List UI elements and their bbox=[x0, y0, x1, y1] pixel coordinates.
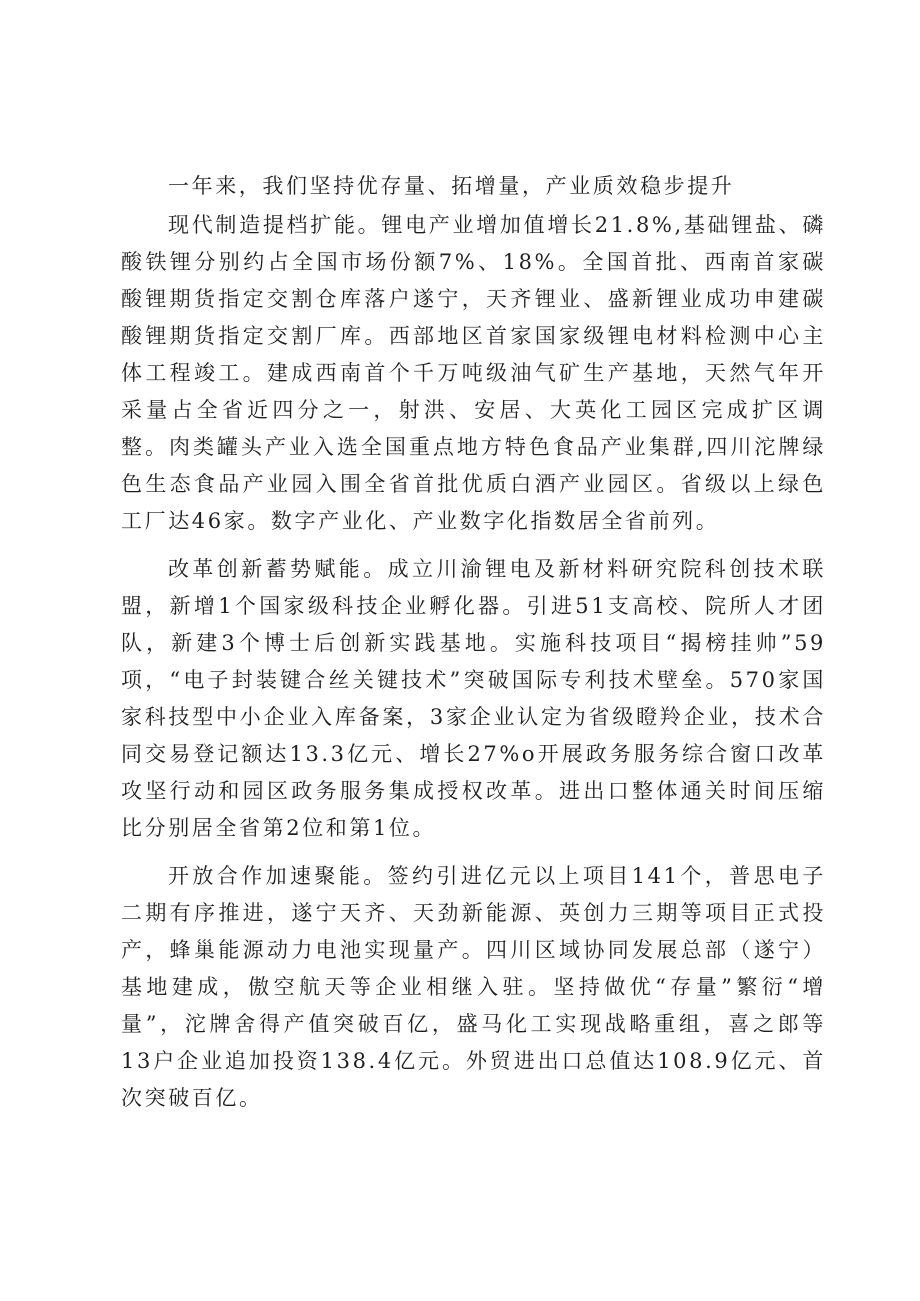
section-heading: 一年来，我们坚持优存量、拓增量，产业质效稳步提升 bbox=[168, 174, 735, 198]
document-body bbox=[121, 168, 826, 1117]
paragraph-reform-innovation: 改革创新蓄势赋能。成立川渝锂电及新材料研究院科创技术联盟，新增1个国家级科技企业孵化器。引进51支高校、院所人才团队，新建3个博士后创新实践基地。实施科技项目“揭榜挂帅”59项，“电子封装键合丝关键技术”突破国际专利技术壁垒。570家国家科技型中小企业入库备案，3家企业认定为省级瞪羚企业，技术合同交易登记额达13.3亿元、增长27%o开展政务服务综合窗口改革攻坚行动和园区政务服务集成授权改革。进出口整体通关时间压缩比分别居全省第2位和第1位。 bbox=[121, 557, 826, 840]
paragraph-modern-manufacturing: 现代制造提档扩能。锂电产业增加值增长21.8%,基础锂盐、磷酸铁锂分别约占全国市场份额7%、18%。全国首批、西南首家碳酸锂期货指定交割仓库落户遂宁，天齐锂业、盛新锂业成功申建碳酸锂期货指定交割厂库。西部地区首家国家级锂电材料检测中心主体工程竣工。建成西南首个千万吨级油气矿生产基地，天然气年开采量占全省近四分之一，射洪、安居、大英化工园区完成扩区调整。肉类罐头产业入选全国重点地方特色食品产业集群,四川沱牌绿色生态食品产业园入围全省首批优质白酒产业园区。省级以上绿色工厂达46家。数字产业化、产业数字化指数居全省前列。 bbox=[121, 213, 826, 533]
paragraph-open-cooperation: 开放合作加速聚能。签约引进亿元以上项目141个，普思电子二期有序推进，遂宁天齐、天劲新能源、英创力三期等项目正式投产，蜂巢能源动力电池实现量产。四川区域协同发展总部（遂宁）基地建成，傲空航天等企业相继入驻。坚持做优“存量”繁衍“增量”，沱牌舍得产值突破百亿，盛马化工实现战略重组，喜之郎等13户企业追加投资138.4亿元。外贸进出口总值达108.9亿元、首次突破百亿。 bbox=[121, 864, 826, 1110]
